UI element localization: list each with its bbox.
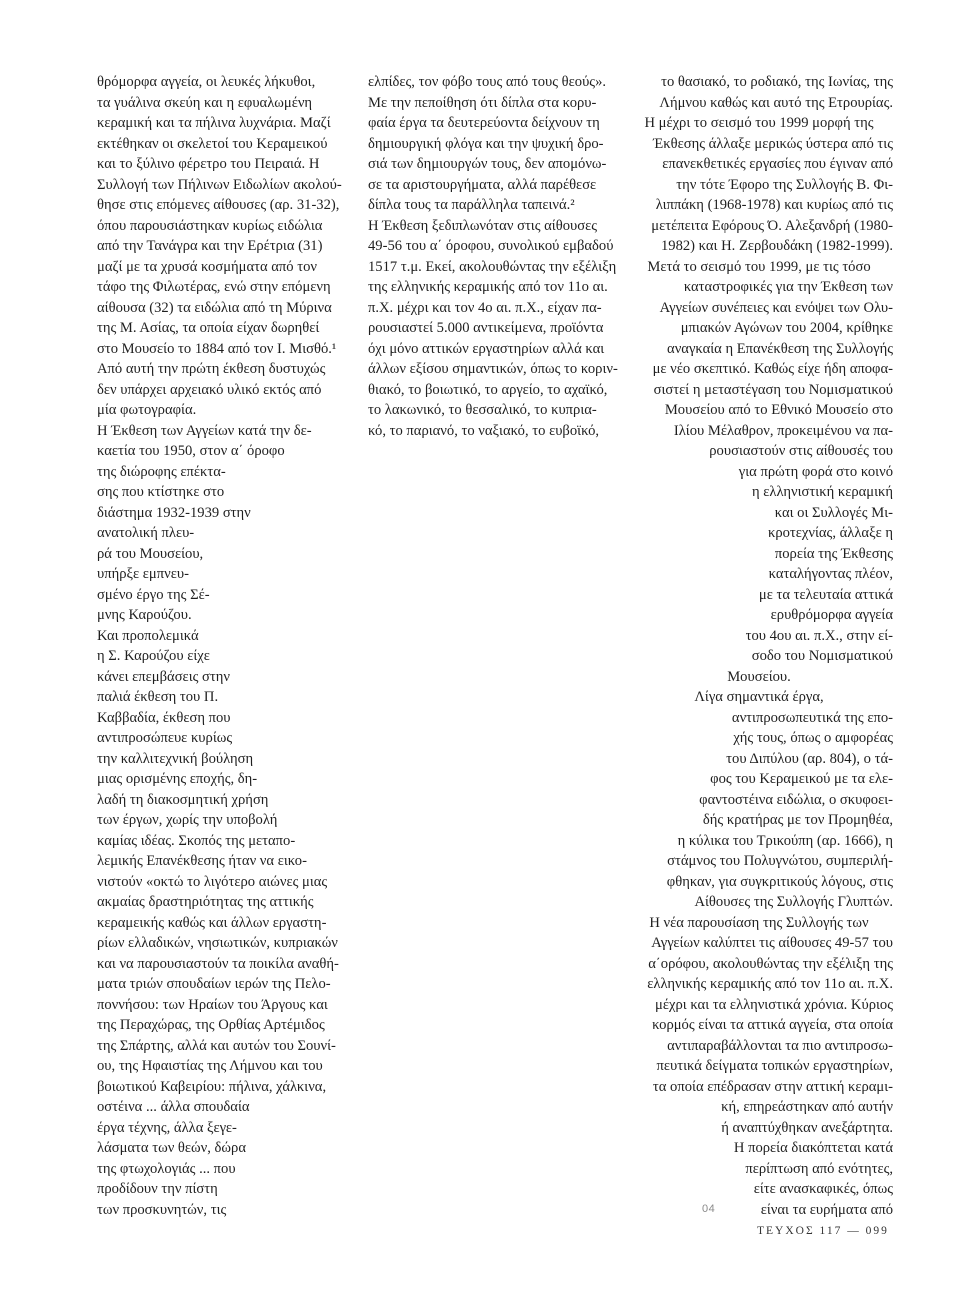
text-line: έργα τέχνης, άλλα ξεγε- xyxy=(97,1119,237,1136)
text-line: φος του Κεραμεικού με τα ελε- xyxy=(710,771,893,787)
text-line: κεραμεικής καθώς και άλλων εργαστη- xyxy=(97,914,327,931)
text-line: ρά του Μουσείου, xyxy=(97,545,204,562)
text-line: προδίδουν την πίστη xyxy=(97,1181,218,1197)
text-line: σε τα αριστουργήματα, αλλά παρέθεσε xyxy=(368,176,597,193)
text-line: φαία έργα τα δευτερεύοντα δείχνουν τη xyxy=(368,115,600,131)
text-line: Συλλογή των Πήλινων Ειδωλίων ακολού- xyxy=(97,176,342,193)
text-line: καμίας ιδέας. Σκοπός της μεταπο- xyxy=(97,832,296,849)
text-line: το θασιακό, το ροδιακό, της Ιωνίας, της xyxy=(661,74,893,90)
text-line: ρουσιαστούν στις αίθουσές του xyxy=(709,443,893,459)
text-line: ματα τριών σπουδαίων ιερών της Πελο- xyxy=(97,976,331,992)
text-line: αίθουσα (32) τα ειδώλια από τη Μύρινα xyxy=(97,299,332,316)
text-line: κό, το παριανό, το ναξιακό, το ευβοϊκό, xyxy=(368,422,600,439)
text-line: λιππάκη (1968-1978) και κυρίως από τις xyxy=(655,197,893,213)
text-line: δίπλα τους τα παράλληλα ταπεινά.² xyxy=(368,197,575,213)
text-line: ελπίδες, τον φόβο τους από τους θεούς». xyxy=(368,74,607,90)
text-line: τα οποία επέδρασαν στην αττική κεραμι- xyxy=(652,1078,893,1095)
text-line: σμένο έργο της Σέ- xyxy=(97,586,210,603)
text-line: μετέπειτα Εφόρους Ό. Αλεξανδρή (1980- xyxy=(651,217,893,234)
text-line: χής τους, όπως ο αμφορέας xyxy=(733,730,893,746)
text-line: πορεία της Έκθεσης xyxy=(774,545,893,562)
text-line: η Σ. Καρούζου είχε xyxy=(97,648,210,664)
text-line: μαζί με τα χρυσά κοσμήματα από τον xyxy=(97,258,317,275)
text-line: λάσματα των θεών, δώρα xyxy=(97,1140,246,1156)
text-line: με τα τελευταία αττικά xyxy=(758,586,893,603)
text-line: της Μ. Ασίας, τα οποία είχαν δωρηθεί xyxy=(97,320,320,336)
text-line: σιά των δημιουργών τους, δεν απομόνω- xyxy=(368,156,607,172)
text-line: δεν υπάρχει αρχειακό υλικό εκτός από xyxy=(97,381,322,398)
text-line: Από αυτή την πρώτη έκθεση δυστυχώς xyxy=(97,361,326,377)
text-line: επανεκθετικές εργασίες που έγιναν από xyxy=(662,156,893,172)
text-line: κροτεχνίας, άλλαξε η xyxy=(767,525,893,541)
text-line: δημιουργική φλόγα και την ψυχική δρο- xyxy=(368,135,604,152)
text-line: είναι τα ευρήματα από xyxy=(760,1201,893,1218)
text-line: των προσκυνητών, τις xyxy=(97,1201,227,1218)
text-line: Αίθουσες της Συλλογής Γλυπτών. xyxy=(694,894,893,910)
text-line: ερυθρόμορφα αγγεία xyxy=(770,607,893,623)
text-line: ανατολική πλευ- xyxy=(97,525,195,541)
issue-page-footer: ΤΕΥΧΟΣ 117 — 099 xyxy=(757,1225,889,1237)
text-column-2 xyxy=(368,72,620,441)
text-line: δής κρατήρας με τον Προμηθέα, xyxy=(702,812,893,828)
text-line: ρουσιαστεί 5.000 αντικείμενα, προϊόντα xyxy=(368,320,604,336)
text-line: ου, της Ηφαιστίας της Λήμνου και του xyxy=(97,1058,323,1074)
text-line: σης που κτίστηκε στο xyxy=(97,484,225,500)
text-line: μνης Καρούζου. xyxy=(97,607,192,623)
text-line: και οι Συλλογές Μι- xyxy=(774,504,893,521)
text-line: ρίων ελλαδικών, νησιωτικών, κυπριακών xyxy=(97,935,338,951)
text-line: Με την πεποίθηση ότι δίπλα στα κορυ- xyxy=(368,94,597,111)
text-line: α΄ορόφου, ακολουθώντας την εξέλιξη της xyxy=(648,955,893,972)
text-column-1 xyxy=(97,72,349,1220)
text-line: μιας ορισμένης εποχής, δη- xyxy=(97,771,258,787)
text-line: αναγκαία η Επανέκθεση της Συλλογής xyxy=(667,340,893,357)
text-line: Η πορεία διακόπτεται κατά xyxy=(733,1140,893,1156)
text-line: είτε ανασκαφικές, όπως xyxy=(753,1181,893,1197)
text-line: 1517 τ.μ. Εκεί, ακολουθώντας την εξέλιξη xyxy=(368,258,617,275)
text-line: μέχρι και τα ελληνιστικά χρόνια. Κύριος xyxy=(655,996,893,1013)
text-line: με νέο σκεπτικό. Καθώς είχε ήδη αποφα- xyxy=(652,361,893,377)
text-line: Μετά το σεισμό του 1999, με τις τόσο xyxy=(647,258,871,275)
text-line: φαντοστέινα ειδώλια, ο σκυφοει- xyxy=(699,791,893,808)
text-line: νιστούν «οκτώ το λιγότερο αιώνες μιας xyxy=(97,873,328,890)
text-line: και το ξύλινο φέρετρο του Πειραιά. Η xyxy=(97,156,320,172)
text-line: το λακωνικό, το θεσσαλικό, το κυπρια- xyxy=(368,402,597,418)
text-line: ελληνικής κεραμικής από τον 11ο αι. π.Χ. xyxy=(647,976,893,992)
text-line: Ιλίου Μέλαθρον, προκειμένου να πα- xyxy=(673,422,893,439)
text-line: καταστροφικές για την Έκθεση των xyxy=(683,279,893,295)
text-line: σοδο του Νομισματικού xyxy=(751,648,893,664)
text-line: περίπτωση από ενότητες, xyxy=(745,1160,893,1177)
text-line: της διώροφης επέκτα- xyxy=(97,463,226,480)
text-line: του Διπύλου (αρ. 804), ο τά- xyxy=(726,750,893,767)
text-line: της Περαχώρας, της Ορθίας Αρτέμιδος xyxy=(97,1017,325,1033)
text-line: Καββαδία, έκθεση που xyxy=(97,709,231,726)
text-line: στάμνος του Πολυγνώτου, συμπεριλή- xyxy=(667,853,893,869)
text-line: θιακό, το βοιωτικό, το αργείο, το αχαϊκό, xyxy=(368,381,608,398)
text-line: Και προπολεμικά xyxy=(97,627,199,644)
text-line: η ελληνιστική κεραμική xyxy=(751,484,893,500)
text-line: καταλήγοντας πλέον, xyxy=(768,566,893,582)
text-line: π.Χ. μέχρι και τον 4ο αι. π.Χ., είχαν πα- xyxy=(368,299,602,316)
text-line: θρόμορφα αγγεία, οι λευκές λήκυθοι, xyxy=(97,74,316,90)
text-line: καετία του 1950, στον α΄ όροφο xyxy=(97,443,285,459)
text-line: θησε στις επόμενες αίθουσες (αρ. 31-32), xyxy=(97,197,340,213)
text-line: όπου παρουσιάστηκαν κυρίως ειδώλια xyxy=(97,217,323,234)
text-line: από την Τανάγρα και την Ερέτρια (31) xyxy=(97,238,323,254)
text-line: ποννήσου: των Ηραίων του Άργους και xyxy=(97,996,328,1013)
text-line: και να παρουσιαστούν τα ποικίλα αναθή- xyxy=(97,955,339,972)
text-line: 1982) και Η. Ζερβουδάκη (1982-1999). xyxy=(660,238,893,254)
text-line: όχι μόνο αττικών εργαστηρίων αλλά και xyxy=(368,340,605,357)
text-line: την τότε Έφορο της Συλλογής Β. Φι- xyxy=(676,176,893,193)
text-line: σιστεί η μεταστέγαση του Νομισματικού xyxy=(653,381,893,398)
text-line: Έκθεσης άλλαξε μερικώς ύστερα από τις xyxy=(653,135,893,152)
text-line: οστέινα ... άλλα σπουδαία xyxy=(97,1099,250,1115)
text-line: κορμός είναι τα αττικά αγγεία, στα οποία xyxy=(652,1017,893,1033)
text-line: υπήρξε εμπνευ- xyxy=(97,566,189,582)
text-line: λαδή τη διακοσμητική χρήση xyxy=(97,791,269,808)
figure-reference-number: 04 xyxy=(702,1203,716,1215)
text-line: Αγγείων συνέπειες και ενόψει των Ολυ- xyxy=(659,299,893,316)
text-line: η κύλικα του Τρικούπη (αρ. 1666), η xyxy=(677,832,893,849)
text-line: μπιακών Αγώνων του 2004, κρίθηκε xyxy=(680,320,893,336)
text-line: ακμαίας δραστηριότητας της αττικής xyxy=(97,894,314,910)
text-line: διάστημα 1932-1939 στην xyxy=(97,504,251,521)
text-line: φθηκαν, για συγκριτικούς λόγους, στις xyxy=(666,873,893,890)
text-line: λεμικής Επανέκθεσης ήταν να εικο- xyxy=(97,853,307,869)
text-line: τάφο της Φιλωτέρας, ενώ στην επόμενη xyxy=(97,279,331,295)
text-line: τα γυάλινα σκεύη και η εφυαλωμένη xyxy=(97,94,313,111)
text-line: της φτωχολογιάς ... που xyxy=(97,1160,236,1177)
text-line: στο Μουσείο το 1884 από τον Ι. Μισθό.¹ xyxy=(97,340,337,357)
text-line: Η Έκθεση ξεδιπλωνόταν στις αίθουσες xyxy=(368,217,598,234)
text-line: αντιπαραβάλλονται τα πιο αντιπροσω- xyxy=(667,1037,893,1054)
text-line: άλλων εξίσου σημαντικών, όπως το κοριν- xyxy=(368,361,618,377)
text-line: κεραμική και τα πήλινα λυχνάρια. Μαζί xyxy=(97,115,331,131)
text-line: της ελληνικής κεραμικής από τον 11ο αι. xyxy=(368,279,608,295)
text-line: βοιωτικού Καβειρίου: πήλινα, χάλκινα, xyxy=(97,1078,327,1095)
text-line: ή αναπτύχθηκαν ανεξάρτητα. xyxy=(721,1119,893,1136)
text-line: την καλλιτεχνική βούληση xyxy=(97,750,254,767)
text-column-3 xyxy=(625,72,893,1220)
text-line: 49-56 του α΄ όροφου, συνολικού εμβαδού xyxy=(368,238,614,254)
text-line: εκτέθηκαν οι σκελετοί του Κεραμεικού xyxy=(97,135,328,152)
text-line: κάνει επεμβάσεις στην xyxy=(97,668,231,685)
text-line: Λίγα σημαντικά έργα, xyxy=(694,689,824,705)
text-line: μία φωτογραφία. xyxy=(97,402,197,418)
text-line: Λήμνου καθώς και αυτό της Ετρουρίας. xyxy=(659,94,893,111)
text-line: των έργων, χωρίς την υποβολή xyxy=(97,812,278,828)
text-line: παλιά έκθεση του Π. xyxy=(97,689,219,705)
text-line: Η νέα παρουσίαση της Συλλογής των xyxy=(649,914,869,931)
text-line: αντιπροσωπευτικά της επο- xyxy=(731,709,893,726)
text-line: Μουσείου. xyxy=(727,668,791,685)
text-line: της Σπάρτης, αλλά και αυτών του Σουνί- xyxy=(97,1037,336,1054)
text-line: του 4ου αι. π.Χ., στην εί- xyxy=(745,627,893,644)
text-line: αντιπροσώπευε κυρίως xyxy=(97,730,233,746)
text-line: κή, επηρεάστηκαν από αυτήν xyxy=(721,1099,893,1115)
text-line: για πρώτη φορά στο κοινό xyxy=(738,463,893,480)
text-line: πευτικά δείγματα τοπικών εργαστηρίων, xyxy=(656,1058,893,1074)
text-line: Αγγείων καλύπτει τις αίθουσες 49-57 του xyxy=(651,935,893,951)
text-line: Η Έκθεση των Αγγείων κατά την δε- xyxy=(97,422,312,439)
text-line: Μουσείου από το Εθνικό Μουσείο στο xyxy=(664,402,893,418)
text-line: Η μέχρι το σεισμό του 1999 μορφή της xyxy=(644,115,874,131)
